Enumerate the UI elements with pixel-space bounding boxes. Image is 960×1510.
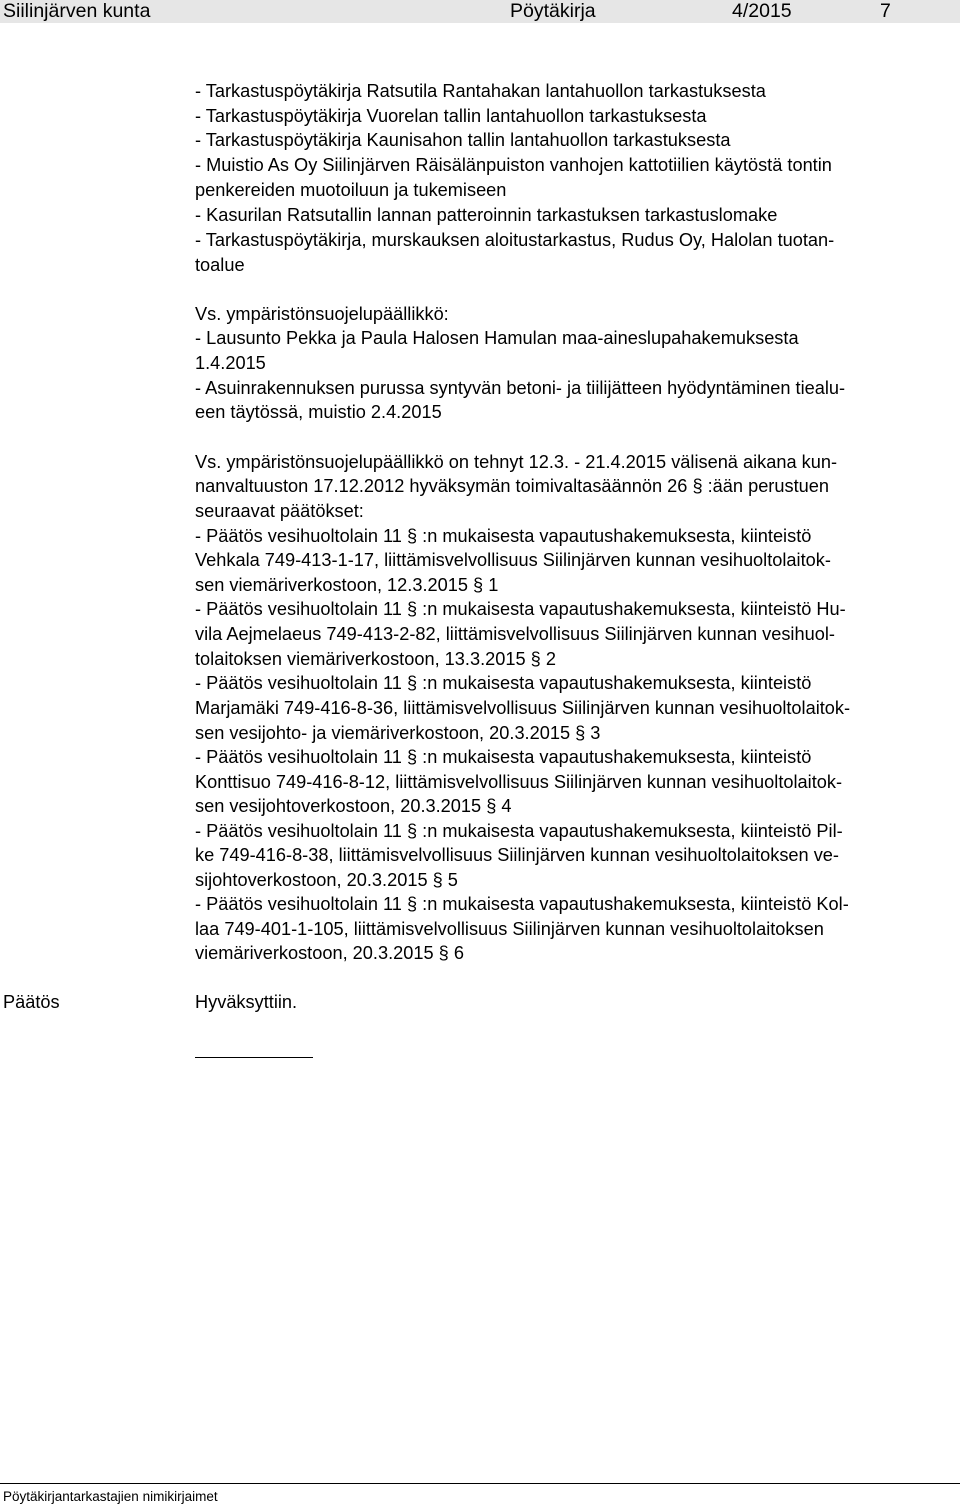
body-line: penkereiden muotoiluun ja tukemiseen	[195, 180, 507, 200]
body-line: Vs. ympäristönsuojelupäällikkö:	[195, 304, 449, 324]
body-line: - Päätös vesihuoltolain 11 § :n mukaisesta vapautushakemuksesta, kiinteistö Hu-	[195, 599, 846, 619]
body-line: sen viemäriverkostoon, 12.3.2015 § 1	[195, 575, 499, 595]
body-line: - Päätös vesihuoltolain 11 § :n mukaisesta vapautushakemuksesta, kiinteistö Pil-	[195, 821, 843, 841]
body-line: - Asuinrakennuksen purussa syntyvän betoni- ja tiilijätteen hyödyntäminen tiealu-	[195, 378, 846, 398]
municipality-name: Siilinjärven kunta	[3, 0, 151, 22]
decision-text: Hyväksyttiin.	[195, 992, 298, 1012]
body-line: sen vesijohtoverkostoon, 20.3.2015 § 4	[195, 796, 512, 816]
body-line: vila Aejmelaeus 749-413-2-82, liittämisvelvollisuus Siilinjärven kunnan vesihuol-	[195, 624, 835, 644]
body-line: een täytössä, muistio 2.4.2015	[195, 402, 442, 422]
decision-label: Päätös	[3, 992, 60, 1012]
body-line: - Muistio As Oy Siilinjärven Räisälänpuiston vanhojen kattotiilien käytöstä tontin	[195, 155, 832, 175]
body-line: nanvaltuuston 17.12.2012 hyväksymän toimivaltasäännön 26 § :ään perustuen	[195, 476, 829, 496]
body-line: toalue	[195, 255, 245, 275]
page-header	[0, 0, 960, 23]
body-line: Konttisuo 749-416-8-12, liittämisvelvollisuus Siilinjärven kunnan vesihuoltolaitok-	[195, 772, 843, 792]
page-number: 7	[880, 0, 891, 22]
body-line: viemäriverkostoon, 20.3.2015 § 6	[195, 943, 464, 963]
body-line: tolaitoksen viemäriverkostoon, 13.3.2015 § 2	[195, 649, 556, 669]
body-line: laa 749-401-1-105, liittämisvelvollisuus Siilinjärven kunnan vesihuoltolaitoksen	[195, 919, 824, 939]
body-line: - Kasurilan Ratsutallin lannan patteroinnin tarkastuksen tarkastuslomake	[195, 205, 778, 225]
body-line: - Päätös vesihuoltolain 11 § :n mukaisesta vapautushakemuksesta, kiinteistö	[195, 673, 812, 693]
document-type: Pöytäkirja	[510, 0, 596, 22]
body-line: - Päätös vesihuoltolain 11 § :n mukaisesta vapautushakemuksesta, kiinteistö Kol-	[195, 894, 849, 914]
body-line: 1.4.2015	[195, 353, 266, 373]
body-line: ke 749-416-8-38, liittämisvelvollisuus Siilinjärven kunnan vesihuoltolaitoksen ve-	[195, 845, 839, 865]
body-line: Vs. ympäristönsuojelupäällikkö on tehnyt 12.3. - 21.4.2015 välisenä aikana kun-	[195, 452, 838, 472]
body-line: sijohtoverkostoon, 20.3.2015 § 5	[195, 870, 458, 890]
end-rule	[195, 1057, 313, 1058]
body-line: - Lausunto Pekka ja Paula Halosen Hamulan maa-aineslupahakemuksesta	[195, 328, 799, 348]
body-line: seuraavat päätökset:	[195, 501, 364, 521]
body-line: - Tarkastuspöytäkirja Vuorelan tallin lantahuollon tarkastuksesta	[195, 106, 707, 126]
body-line: Marjamäki 749-416-8-36, liittämisvelvollisuus Siilinjärven kunnan vesihuoltolaitok-	[195, 698, 851, 718]
body-line: - Tarkastuspöytäkirja Kaunisahon tallin lantahuollon tarkastuksesta	[195, 130, 731, 150]
document-number: 4/2015	[732, 0, 792, 22]
footer-text: Pöytäkirjantarkastajien nimikirjaimet	[3, 1489, 218, 1504]
body-line: - Tarkastuspöytäkirja, murskauksen aloitustarkastus, Rudus Oy, Halolan tuotan-	[195, 230, 835, 250]
body-line: - Päätös vesihuoltolain 11 § :n mukaisesta vapautushakemuksesta, kiinteistö	[195, 747, 812, 767]
body-line: Vehkala 749-413-1-17, liittämisvelvollisuus Siilinjärven kunnan vesihuoltolaitok-	[195, 550, 831, 570]
page-footer	[0, 1483, 960, 1510]
body-line: - Päätös vesihuoltolain 11 § :n mukaisesta vapautushakemuksesta, kiinteistö	[195, 526, 812, 546]
body-line: sen vesijohto- ja viemäriverkostoon, 20.3.2015 § 3	[195, 723, 601, 743]
body-line: - Tarkastuspöytäkirja Ratsutila Rantahakan lantahuollon tarkastuksesta	[195, 81, 766, 101]
